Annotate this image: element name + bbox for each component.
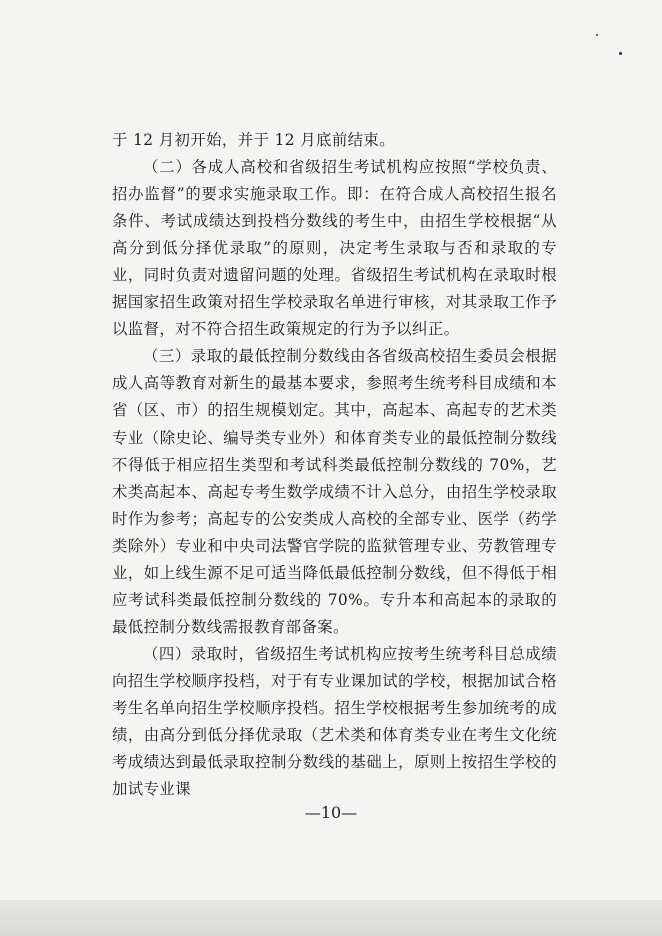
scan-bottom-edge (0, 900, 662, 936)
paragraph-section-4: （四）录取时，省级招生考试机构应按考生统考科目总成绩向招生学校顺序投档，对于有专业课加试的学校，根据加试合格考生名单向招生学校顺序投档。招生学校根据考生参加统考的成绩，由高分到低分择优录取（艺术类和体育类专业在考生文化统考成绩达到最低录取控制分数线的基础上，原则上按招生学校的加试专业课 (112, 644, 557, 799)
paragraph-section-2: （二）各成人高校和省级招生考试机构应按照“学校负责、招办监督”的要求实施录取工作。即：在符合成人高校招生报名条件、考试成绩达到投档分数线的考生中，由招生学校根据“从高分到低分择优录取”的原则，决定考生录取与否和录取的专业，同时负责对遗留问题的处理。省级招生考试机构在录取时根据国家招生政策对招生学校录取名单进行审核，对其录取工作予以监督，对不符合招生政策规定的行为予以纠正。 (112, 158, 557, 339)
scan-speck (619, 52, 622, 55)
document-body (112, 127, 557, 803)
page-number: —10— (304, 803, 358, 822)
paragraph-section-3: （三）录取的最低控制分数线由各省级高校招生委员会根据成人高等教育对新生的最基本要求，参照考生统考科目成绩和本省（区、市）的招生规模划定。其中，高起本、高起专的艺术类专业（除史论、编导类专业外）和体育类专业的最低控制分数线不得低于相应招生类型和考试科类最低控制分数线的 70%，艺术类高起本、高起专考生数学成绩不计入总分，由招生学校录取时作为参考；高起专的公安类成人高校的全部专业、医学（药学类除外）专业和中央司法警官学院的监狱管理专业、劳教管理专业，如上线生源不足可适当降低最低控制分数线，但不得低于相应考试科类最低控制分数线的 70%。专升本和高起本的录取的最低控制分数线需报教育部备案。 (112, 347, 557, 636)
paragraph-continuation: 于 12 月初开始，并于 12 月底前结束。 (112, 131, 396, 149)
scan-speck (596, 34, 598, 36)
